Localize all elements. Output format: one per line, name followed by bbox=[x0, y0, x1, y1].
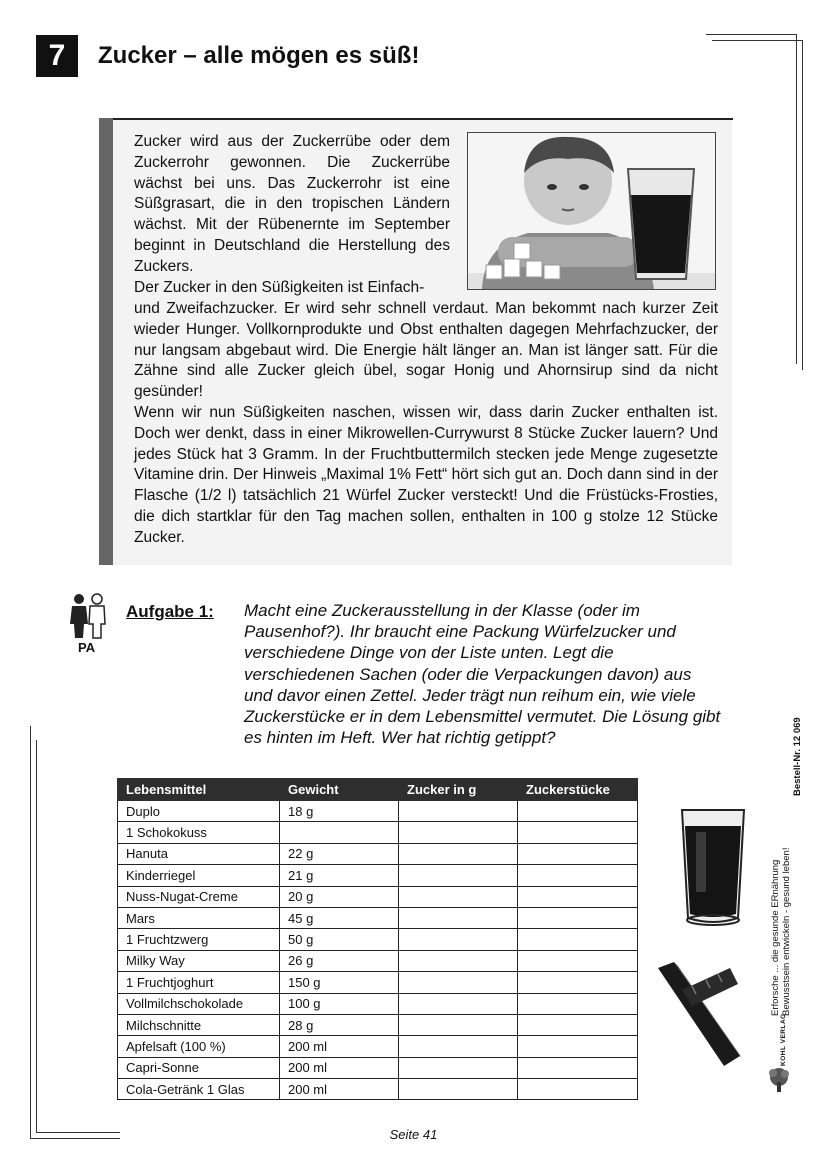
weight-cell: 22 g bbox=[280, 843, 399, 864]
sugar-cubes-cell[interactable] bbox=[518, 929, 638, 950]
info-paragraph-2 bbox=[134, 299, 718, 549]
series-title-line2: Bewusstsein entwickeln - gesund leben! bbox=[781, 847, 792, 1016]
cola-glass-icon bbox=[678, 806, 748, 928]
sugar-grams-cell[interactable] bbox=[399, 822, 518, 843]
sugar-cubes-cell[interactable] bbox=[518, 1014, 638, 1035]
food-cell: Kinderriegel bbox=[118, 865, 280, 886]
info-paragraph-2-text: und Zweifachzucker. Er wird sehr schnell verdaut. Man bekommt nach kurzer Zeit wieder Hunger. Vollkornprodukte und Obst enthalten dagegen Mehrfachzucker, der nur langsam abgebaut wird. Die Energie hält länger an. Man ist länger satt. Für die Zähne sind alle Zucker gleich übel, sogar Honig und Ahornsirup sind da nicht gesünder! bbox=[134, 300, 718, 401]
info-paragraph-1-text: Zucker wird aus der Zuckerrübe oder dem Zuckerrohr gewonnen. Die Zuckerrübe wächst bei uns. Das Zuckerrohr ist eine Süßgrasart, die in den tropischen Ländern wächst. Mit der Rübenernte im September beginnt in Deutschland die Herstellung des Zuckers. bbox=[134, 133, 450, 275]
weight-cell: 100 g bbox=[280, 993, 399, 1014]
weight-cell: 18 g bbox=[280, 801, 399, 822]
food-cell: Mars bbox=[118, 907, 280, 928]
frame-line bbox=[802, 40, 803, 370]
weight-cell: 26 g bbox=[280, 950, 399, 971]
weight-cell: 200 ml bbox=[280, 1079, 399, 1100]
sugar-cubes-cell[interactable] bbox=[518, 822, 638, 843]
food-cell: Capri-Sonne bbox=[118, 1057, 280, 1078]
info-paragraph-2-first-line: Der Zucker in den Süßigkeiten ist Einfach- bbox=[134, 278, 425, 296]
table-header-weight: Gewicht bbox=[280, 779, 399, 801]
frame-line bbox=[706, 34, 796, 35]
task-label: Aufgabe 1: bbox=[126, 602, 214, 621]
sugar-cubes-cell[interactable] bbox=[518, 801, 638, 822]
weight-cell: 28 g bbox=[280, 1014, 399, 1035]
task-text: Macht eine Zuckerausstellung in der Klasse (oder im Pausenhof?). Ihr braucht eine Packung Würfelzucker und verschiedene Dinge von der Liste unten. Legt die verschiedenen Sachen (oder die Verpackungen davon) aus und davor einen Zettel. Jeder trägt nun reihum ein, wie viele Zuckerstücke er in dem Lebensmittel vermutet. Die Lösung gibt es hinten im Heft. Wer hat richtig getippt? bbox=[244, 601, 721, 748]
sugar-grams-cell[interactable] bbox=[399, 1014, 518, 1035]
table-row bbox=[118, 929, 638, 950]
table-row bbox=[118, 801, 638, 822]
table-row bbox=[118, 886, 638, 907]
sugar-grams-cell[interactable] bbox=[399, 843, 518, 864]
frame-line bbox=[712, 40, 802, 41]
food-cell: Milky Way bbox=[118, 950, 280, 971]
table-row bbox=[118, 865, 638, 886]
chocolate-bar-icon bbox=[652, 960, 746, 1070]
weight-cell: 200 ml bbox=[280, 1057, 399, 1078]
table-row bbox=[118, 1014, 638, 1035]
table-header-sugar-grams: Zucker in g bbox=[399, 779, 518, 801]
table-row bbox=[118, 972, 638, 993]
sugar-grams-cell[interactable] bbox=[399, 993, 518, 1014]
frame-line bbox=[30, 726, 31, 1138]
pair-work-label: PA bbox=[78, 640, 96, 655]
boy-with-sugar-photo bbox=[467, 132, 716, 290]
food-cell: Duplo bbox=[118, 801, 280, 822]
sugar-grams-cell[interactable] bbox=[399, 950, 518, 971]
weight-cell: 20 g bbox=[280, 886, 399, 907]
table-row bbox=[118, 1057, 638, 1078]
sugar-grams-cell[interactable] bbox=[399, 929, 518, 950]
sugar-cubes-cell[interactable] bbox=[518, 950, 638, 971]
table-row bbox=[118, 907, 638, 928]
sugar-cubes-cell[interactable] bbox=[518, 972, 638, 993]
sugar-grams-cell[interactable] bbox=[399, 1079, 518, 1100]
sugar-cubes-cell[interactable] bbox=[518, 1036, 638, 1057]
food-cell: Cola-Getränk 1 Glas bbox=[118, 1079, 280, 1100]
sugar-cubes-cell[interactable] bbox=[518, 1057, 638, 1078]
sugar-cubes-cell[interactable] bbox=[518, 886, 638, 907]
table-row bbox=[118, 950, 638, 971]
weight-cell: 50 g bbox=[280, 929, 399, 950]
food-cell: Nuss-Nugat-Creme bbox=[118, 886, 280, 907]
table-row bbox=[118, 1036, 638, 1057]
sugar-cubes-cell[interactable] bbox=[518, 993, 638, 1014]
table-row bbox=[118, 1079, 638, 1100]
sugar-cubes-cell[interactable] bbox=[518, 1079, 638, 1100]
weight-cell: 200 ml bbox=[280, 1036, 399, 1057]
series-title bbox=[770, 848, 792, 1016]
order-number: Bestell-Nr. 12 069 bbox=[792, 717, 803, 796]
chapter-number: 7 bbox=[36, 35, 78, 77]
food-cell: Hanuta bbox=[118, 843, 280, 864]
series-title-line1: Erforsche ... die gesunde ERnährung bbox=[770, 859, 781, 1016]
info-paragraph-1 bbox=[134, 132, 450, 298]
chapter-title: Zucker – alle mögen es süß! bbox=[98, 42, 420, 69]
sugar-grams-cell[interactable] bbox=[399, 1036, 518, 1057]
table-header-row bbox=[118, 779, 638, 801]
info-paragraph-3-text: Wenn wir nun Süßigkeiten naschen, wissen wir, dass darin Zucker enthalten ist. Doch wer denkt, dass in einer Mikrowellen-Currywurst 8 Stücke Zucker lauern? Und jedes Stück hat 3 Gramm. In der Fruchtbuttermilch stecken jede Menge zugesetzte Vitamine drin. Der Hinweis „Maximal 1% Fett“ hört sich gut an. Doch dann sind in der Flasche (1/2 l) tatsächlich 21 Würfel Zucker versteckt! Und die Früstücks-Frosties, die dich startklar für den Tag machen sollen, enthalten in 100 g stolze 12 Stücke Zucker. bbox=[134, 403, 718, 546]
food-cell: 1 Schokokuss bbox=[118, 822, 280, 843]
weight-cell: 45 g bbox=[280, 907, 399, 928]
info-box-top-rule bbox=[113, 118, 733, 120]
food-cell: Apfelsaft (100 %) bbox=[118, 1036, 280, 1057]
sugar-table bbox=[117, 778, 638, 1100]
boy-with-sugar-illustration bbox=[468, 133, 715, 289]
sugar-cubes-cell[interactable] bbox=[518, 865, 638, 886]
frame-line bbox=[36, 740, 37, 1132]
food-cell: 1 Fruchtjoghurt bbox=[118, 972, 280, 993]
table-row bbox=[118, 843, 638, 864]
sugar-grams-cell[interactable] bbox=[399, 801, 518, 822]
sugar-grams-cell[interactable] bbox=[399, 972, 518, 993]
sugar-grams-cell[interactable] bbox=[399, 907, 518, 928]
sugar-cubes-cell[interactable] bbox=[518, 907, 638, 928]
table-header-food: Lebensmittel bbox=[118, 779, 280, 801]
page-number: Seite 41 bbox=[389, 1127, 438, 1142]
sugar-grams-cell[interactable] bbox=[399, 1057, 518, 1078]
food-cell: Milchschnitte bbox=[118, 1014, 280, 1035]
frame-line bbox=[796, 34, 797, 364]
table-header-sugar-cubes: Zuckerstücke bbox=[518, 779, 638, 801]
table-row bbox=[118, 822, 638, 843]
weight-cell: 21 g bbox=[280, 865, 399, 886]
table-row bbox=[118, 993, 638, 1014]
publisher-logo-icon bbox=[764, 1064, 794, 1094]
food-cell: 1 Fruchtzwerg bbox=[118, 929, 280, 950]
sugar-cubes-cell[interactable] bbox=[518, 843, 638, 864]
pair-work-icon bbox=[68, 592, 108, 640]
weight-cell bbox=[280, 822, 399, 843]
sugar-grams-cell[interactable] bbox=[399, 886, 518, 907]
publisher-name: KOHL VERLAG bbox=[780, 1013, 787, 1066]
sugar-grams-cell[interactable] bbox=[399, 865, 518, 886]
weight-cell: 150 g bbox=[280, 972, 399, 993]
food-cell: Vollmilchschokolade bbox=[118, 993, 280, 1014]
